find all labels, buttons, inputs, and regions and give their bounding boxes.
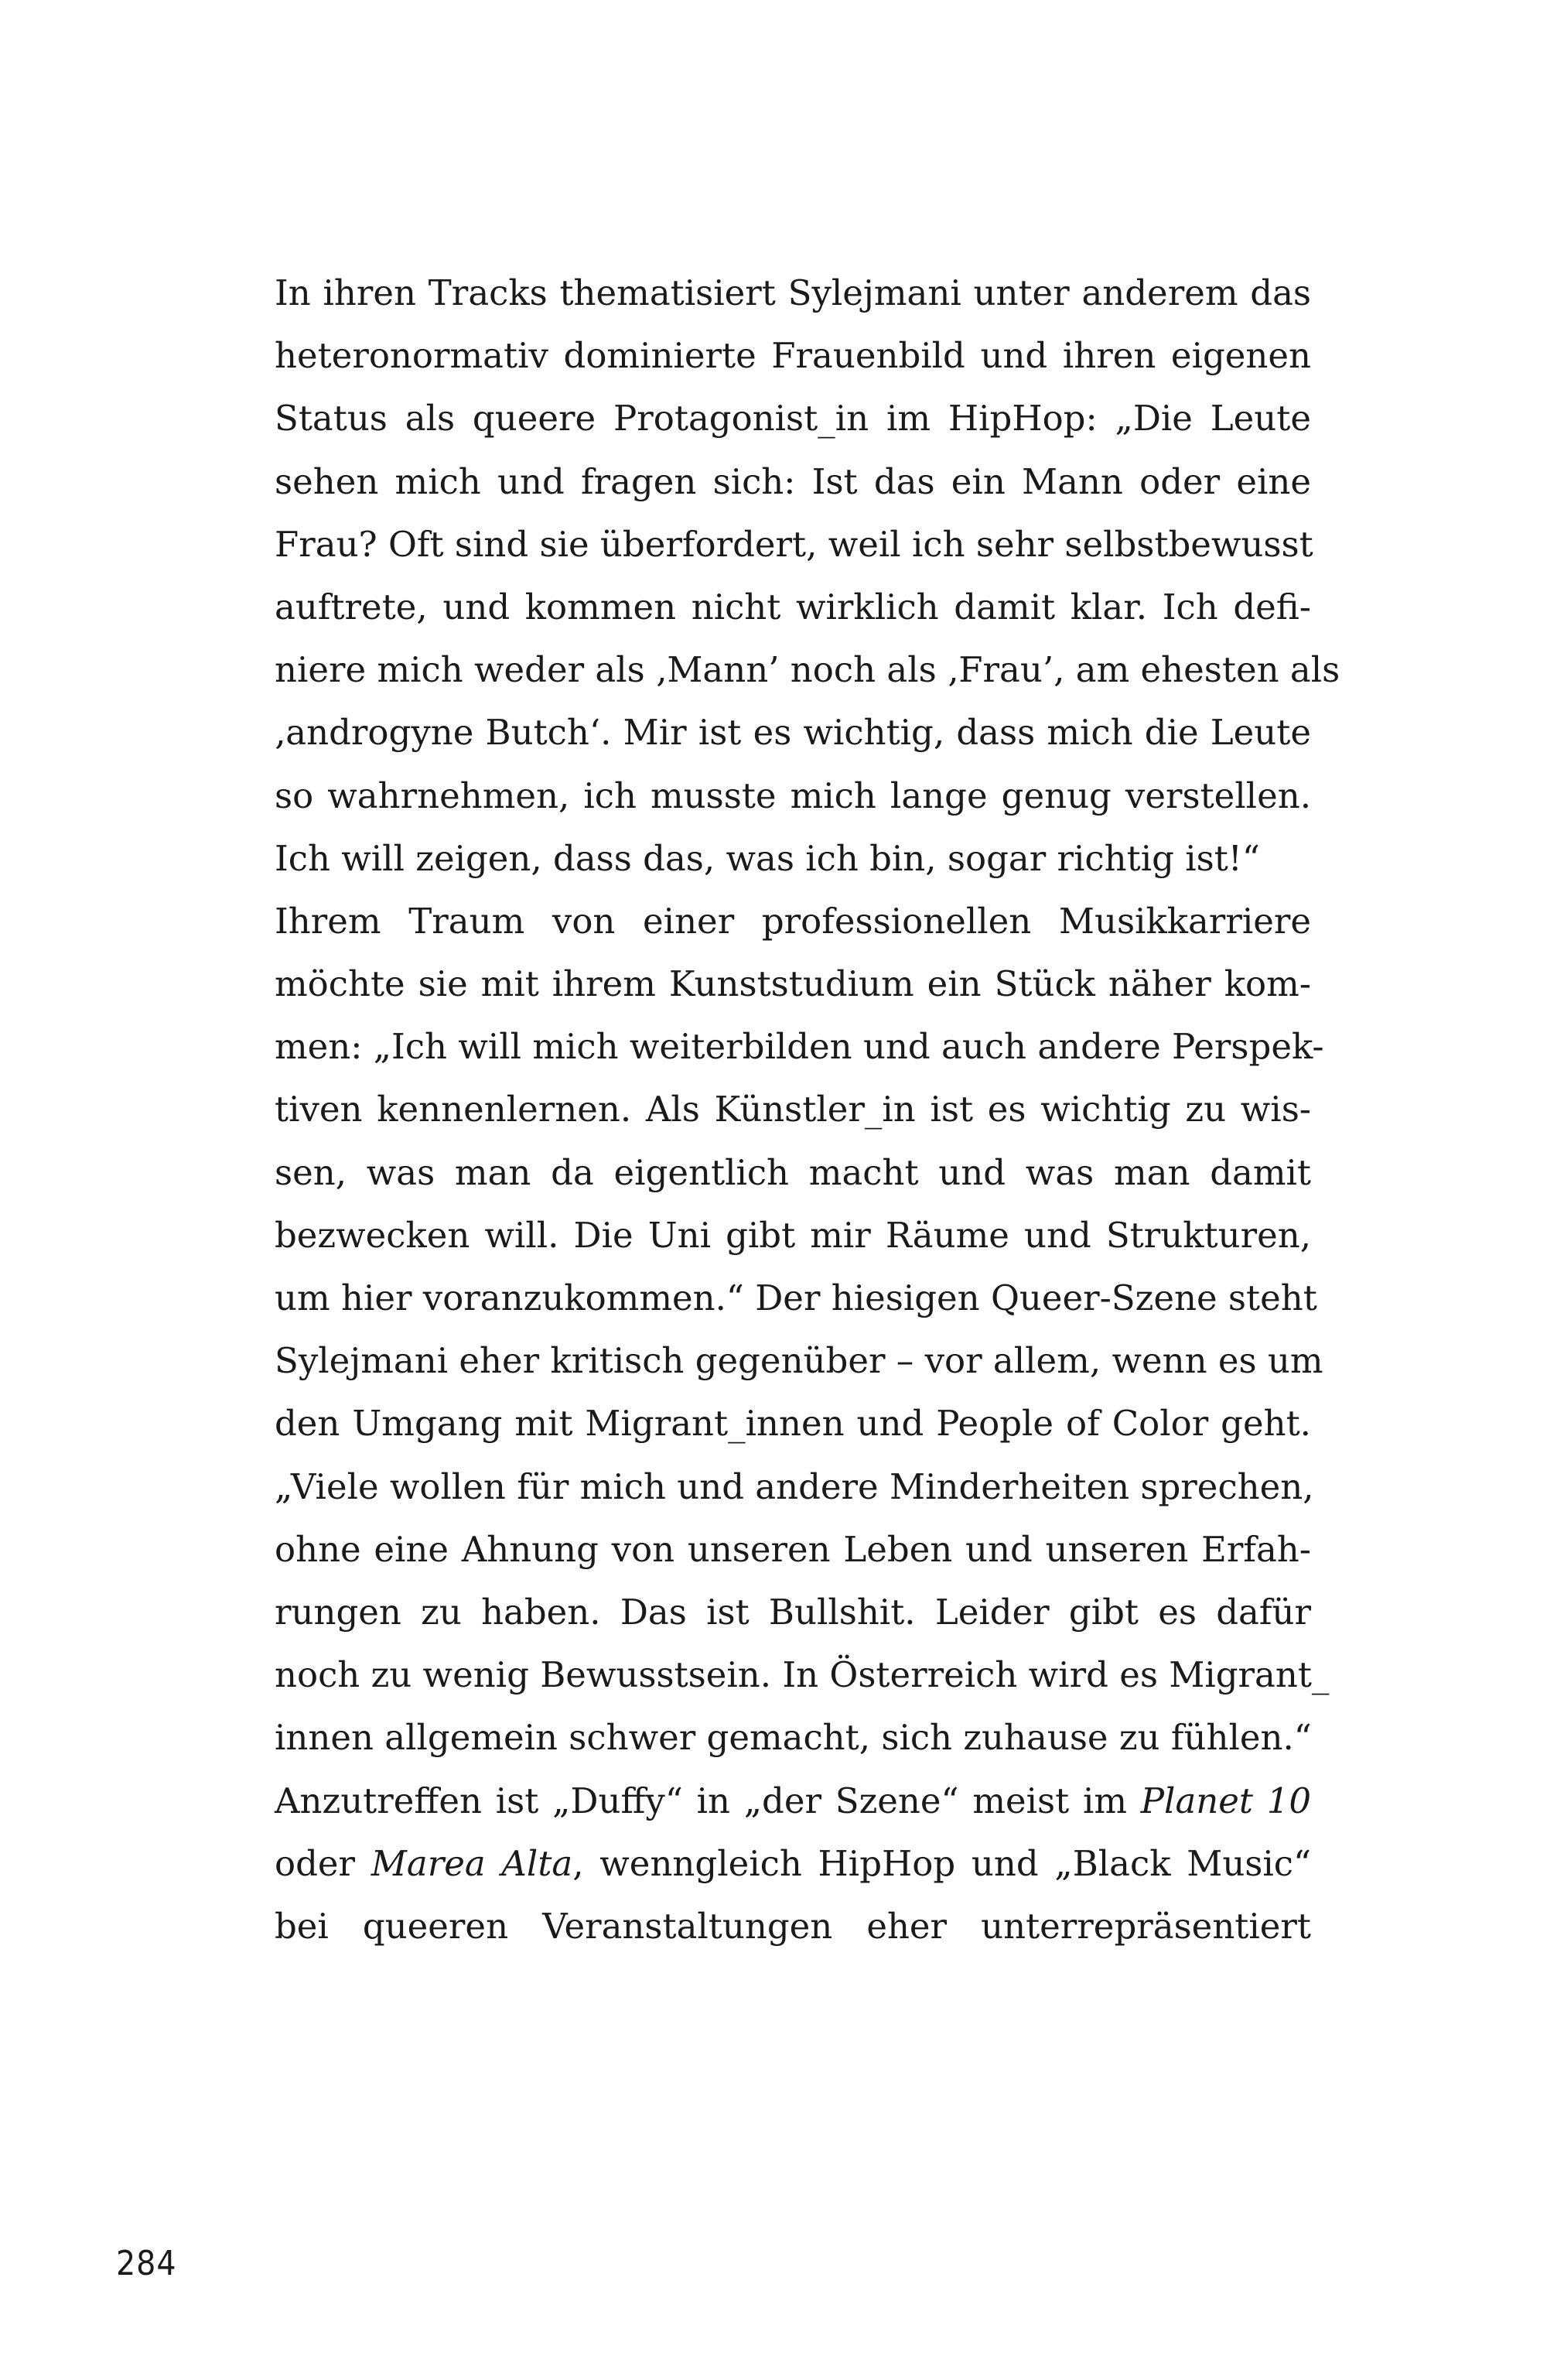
text-line: men: „Ich will mich weiterbilden und auch andere Perspek-	[275, 1026, 1324, 1068]
text-line: Status als queere Protagonist_in im HipHop: „Die Leute	[275, 398, 1311, 439]
text-line: In ihren Tracks thematisiert Sylejmani unter anderem das	[275, 272, 1311, 313]
text-fragment: , wenngleich HipHop und „Black Music“	[572, 1842, 1311, 1884]
text-line: bezwecken will. Die Uni gibt mir Räume und Strukturen,	[275, 1214, 1311, 1256]
text-line: den Umgang mit Migrant_innen und People of Color geht.	[275, 1403, 1311, 1445]
text-line: heteronormativ dominierte Frauenbild und ihren eigenen	[275, 335, 1311, 377]
text-line: „Viele wollen für mich und andere Minderheiten sprechen,	[275, 1465, 1314, 1507]
text-line: niere mich weder als ‚Mann’ noch als ‚Frau’, am ehesten als	[275, 649, 1340, 691]
text-line: bei queeren Veranstaltungen eher unterrepräsentiert	[275, 1905, 1311, 1947]
text-line: möchte sie mit ihrem Kunststudium ein Stück näher kom-	[275, 963, 1311, 1005]
venue-name-italic: Marea Alta	[371, 1842, 573, 1884]
text-fragment: oder	[275, 1842, 371, 1884]
text-line: um hier voranzukommen.“ Der hiesigen Queer-Szene steht	[275, 1277, 1317, 1318]
text-line: ‚androgyne Butch‘. Mir ist es wichtig, dass mich die Leute	[275, 712, 1311, 754]
text-line	[275, 1832, 1311, 1895]
text-line: Ich will zeigen, dass das, was ich bin, sogar richtig ist!“	[275, 837, 1260, 879]
text-line: innen allgemein schwer gemacht, sich zuhause zu fühlen.“	[275, 1717, 1312, 1759]
text-line: Sylejmani eher kritisch gegenüber – vor allem, wenn es um	[275, 1340, 1323, 1382]
text-fragment: Anzutreffen ist „Duffy“ in „der Szene“ meist im	[275, 1780, 1141, 1821]
body-text	[275, 262, 1340, 1958]
venue-name-italic: Planet 10	[1140, 1780, 1311, 1821]
text-line: auftrete, und kommen nicht wirklich damit klar. Ich defi-	[275, 586, 1311, 627]
text-line: noch zu wenig Bewusstsein. In Österreich wird es Migrant_	[275, 1654, 1330, 1696]
text-line: so wahrnehmen, ich musste mich lange genug verstellen.	[275, 775, 1311, 816]
page-number: 284	[116, 2244, 177, 2283]
text-line: sen, was man da eigentlich macht und was man damit	[275, 1151, 1311, 1193]
text-line: Ihrem Traum von einer professionellen Musikkarriere	[275, 900, 1311, 942]
text-line: ohne eine Ahnung von unseren Leben und unseren Erfah-	[275, 1528, 1311, 1570]
text-line: Frau? Oft sind sie überfordert, weil ich sehr selbstbewusst	[275, 523, 1313, 565]
text-line: rungen zu haben. Das ist Bullshit. Leider gibt es dafür	[275, 1591, 1311, 1633]
text-line	[275, 1770, 1311, 1832]
text-line: tiven kennenlernen. Als Künstler_in ist es wichtig zu wis-	[275, 1089, 1311, 1130]
text-line: sehen mich und fragen sich: Ist das ein Mann oder eine	[275, 460, 1311, 502]
